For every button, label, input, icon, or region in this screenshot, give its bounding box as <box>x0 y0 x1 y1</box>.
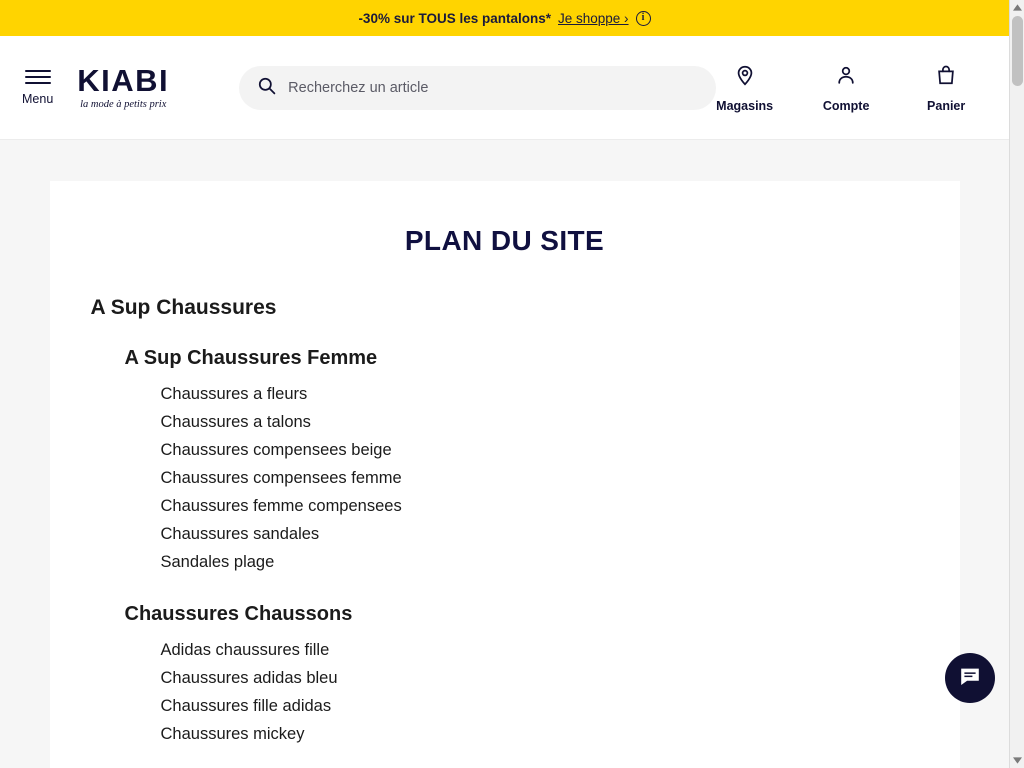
scrollbar-thumb[interactable] <box>1012 16 1023 86</box>
logo-wordmark: KIABI <box>77 63 170 99</box>
list-item[interactable]: Chaussures adidas bleu <box>160 669 338 687</box>
chat-bubble-icon <box>958 664 982 693</box>
info-icon[interactable]: i <box>636 11 651 26</box>
header-actions <box>716 63 995 113</box>
logo-tagline: la mode à petits prix <box>80 98 167 110</box>
list-item[interactable]: Chaussures sandales <box>160 525 320 543</box>
list-item[interactable]: Chaussures femme compensees <box>160 497 402 515</box>
promo-banner <box>0 0 1009 36</box>
stores-label: Magasins <box>716 98 774 113</box>
menu-label: Menu <box>22 91 54 106</box>
location-pin-icon <box>734 63 756 93</box>
list-item[interactable]: Chaussures fille adidas <box>160 697 332 715</box>
scroll-up-arrow-icon[interactable] <box>1010 0 1024 15</box>
cart-button[interactable] <box>919 63 973 113</box>
list-item[interactable]: Adidas chaussures fille <box>160 641 330 659</box>
account-label: Compte <box>822 98 870 113</box>
sitemap-link-list <box>161 380 960 576</box>
cart-label: Panier <box>927 98 966 113</box>
search-box[interactable] <box>239 66 716 110</box>
list-item[interactable]: Sandales plage <box>160 553 275 571</box>
main-area <box>0 140 1009 768</box>
list-item[interactable]: Chaussures a fleurs <box>160 385 308 403</box>
list-item[interactable]: Chaussures compensees femme <box>160 469 402 487</box>
kiabi-logo[interactable] <box>77 65 169 110</box>
scroll-down-arrow-icon[interactable] <box>1010 753 1024 768</box>
shopping-bag-icon <box>935 63 957 93</box>
vertical-scrollbar[interactable] <box>1009 0 1024 768</box>
page-title: PLAN DU SITE <box>404 225 605 256</box>
search-input[interactable] <box>288 80 698 96</box>
hamburger-icon <box>25 70 51 85</box>
stores-button[interactable] <box>716 63 773 113</box>
sitemap-group-title: A Sup Chaussures Femme <box>124 347 378 369</box>
search-icon <box>257 76 276 100</box>
promo-text: -30% sur TOUS les pantalons* <box>358 10 551 26</box>
sitemap-group-title: Chaussures Chaussons <box>124 603 353 625</box>
user-icon <box>835 63 857 93</box>
sitemap-link-list <box>161 636 960 748</box>
search-area <box>239 66 716 110</box>
account-button[interactable] <box>819 63 873 113</box>
list-item[interactable]: Chaussures compensees beige <box>160 441 392 459</box>
menu-button[interactable] <box>22 70 53 106</box>
list-item[interactable]: Chaussures a talons <box>160 413 311 431</box>
promo-link[interactable]: Je shoppe › <box>558 10 629 26</box>
list-item[interactable]: Chaussures mickey <box>160 725 305 743</box>
sitemap-section-title: A Sup Chaussures <box>90 296 277 319</box>
chat-button[interactable] <box>945 653 995 703</box>
sitemap-card <box>50 181 960 768</box>
site-header <box>0 36 1009 140</box>
